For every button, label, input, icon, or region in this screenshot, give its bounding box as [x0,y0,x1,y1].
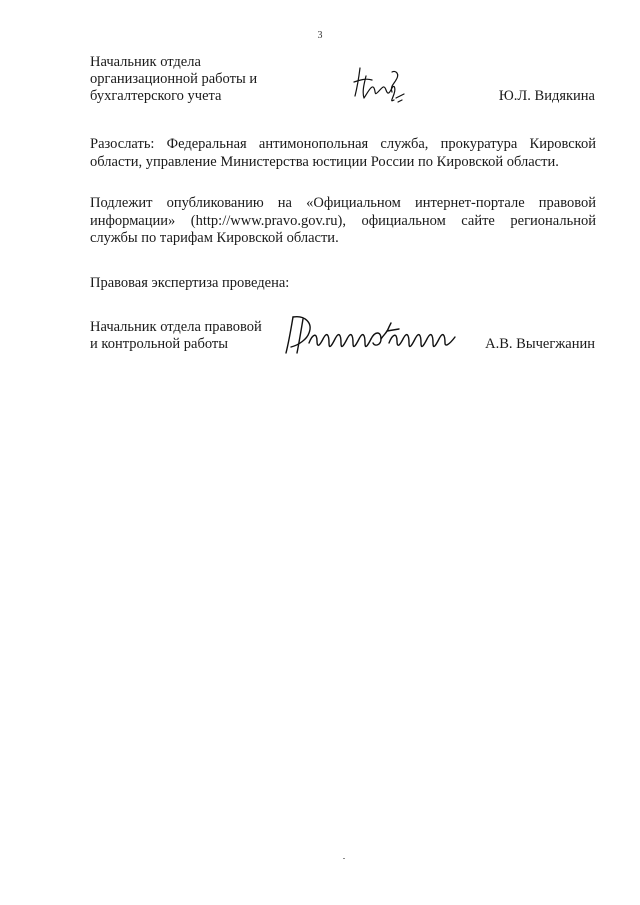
publication-note: Подлежит опубликованию на «Официальном интернет-портале правовой информации» (http://www.pravo.gov.ru), официальном сайте региональной службы по тарифам Кировской области. [90,195,596,246]
signer-2-name: А.В. Вычегжанин [485,336,595,352]
signature-2-handwritten [283,313,463,362]
signer-1-name: Ю.Л. Видякина [498,88,595,104]
signer-1-title-line: организационной работы и [90,71,258,87]
legal-expertise-note: Правовая экспертиза проведена: [90,275,290,291]
distribution-list: Разослать: Федеральная антимонопольная служба, прокуратура Кировской области, управление Министерства юстиции России по Кировской области. [90,136,596,170]
page-number: 3 [317,30,323,41]
signer-2-title [90,319,310,353]
signer-2-title-line: и контрольной работы [90,336,228,352]
signer-1-title-line: Начальник отдела [90,54,201,70]
signer-1-title [90,54,350,105]
signature-1-handwritten [350,62,410,115]
signer-2-title-line: Начальник отдела правовой [90,319,262,335]
scan-artifact [343,858,345,859]
signer-1-title-line: бухгалтерского учета [90,88,222,104]
